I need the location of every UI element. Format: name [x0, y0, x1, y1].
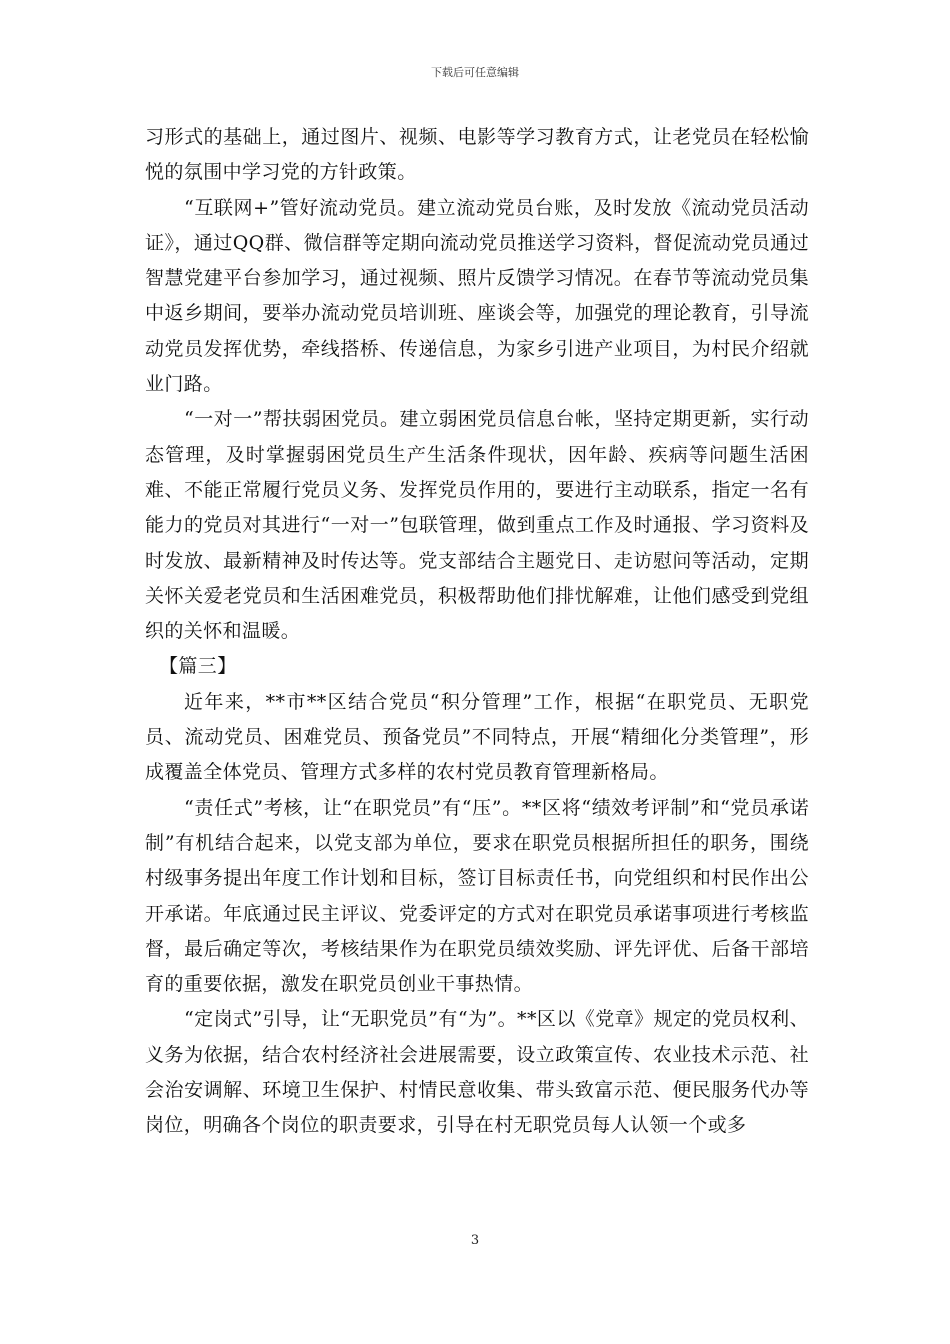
- page-header-note: 下载后可任意编辑: [431, 66, 519, 79]
- paragraph-intro: 近年来，**市**区结合党员“积分管理”工作，根据“在职党员、无职党员、流动党员、困难党员、预备党员”不同特点，开展“精细化分类管理”，形成覆盖全体党员、管理方式多样的农村党员教育管理新格局。: [145, 690, 809, 784]
- section-heading: 【篇三】: [159, 655, 237, 678]
- paragraph-internet-plus: “互联网+”管好流动党员。建立流动党员台账，及时发放《流动党员活动证》，通过QQ群、微信群等定期向流动党员推送学习资料，督促流动党员通过智慧党建平台参加学习，通过视频、照片反馈学习情况。在春节等流动党员集中返乡期间，要举办流动党员培训班、座谈会等，加强党的理论教育，引导流动党员发挥优势，牵线搭桥、传递信息，为家乡引进产业项目，为村民介绍就业门路。: [145, 196, 809, 396]
- paragraph-responsibility: “责任式”考核，让“在职党员”有“压”。**区将“绩效考评制”和“党员承诺制”有机结合起来，以党支部为单位，要求在职党员根据所担任的职务，围绕村级事务提出年度工作计划和目标，签订目标责任书，向党组织和村民作出公开承诺。年底通过民主评议、党委评定的方式对在职党员承诺事项进行考核监督，最后确定等次，考核结果作为在职党员绩效奖励、评先评优、后备干部培育的重要依据，激发在职党员创业干事热情。: [145, 796, 809, 996]
- paragraph-one-to-one: “一对一”帮扶弱困党员。建立弱困党员信息台帐，坚持定期更新，实行动态管理，及时掌握弱困党员生产生活条件现状，因年龄、疾病等问题生活困难、不能正常履行党员义务、发挥党员作用的，要进行主动联系，指定一名有能力的党员对其进行“一对一”包联管理，做到重点工作及时通报、学习资料及时发放、最新精神及时传达等。党支部结合主题党日、走访慰问等活动，定期关怀关爱老党员和生活困难党员，积极帮助他们排忧解难，让他们感受到党组织的关怀和温暖。: [145, 408, 809, 643]
- paragraph-fixed-post: “定岗式”引导，让“无职党员”有“为”。**区以《党章》规定的党员权利、义务为依据，结合农村经济社会进展需要，设立政策宣传、农业技术示范、社会治安调解、环境卫生保护、村情民意收集、带头致富示范、便民服务代办等岗位，明确各个岗位的职责要求，引导在村无职党员每人认领一个或多: [145, 1008, 809, 1137]
- page-number: 3: [470, 1233, 480, 1248]
- document-body: [145, 120, 809, 1144]
- paragraph-continuation: 习形式的基础上，通过图片、视频、电影等学习教育方式，让老党员在轻松愉悦的氛围中学习党的方针政策。: [145, 126, 809, 184]
